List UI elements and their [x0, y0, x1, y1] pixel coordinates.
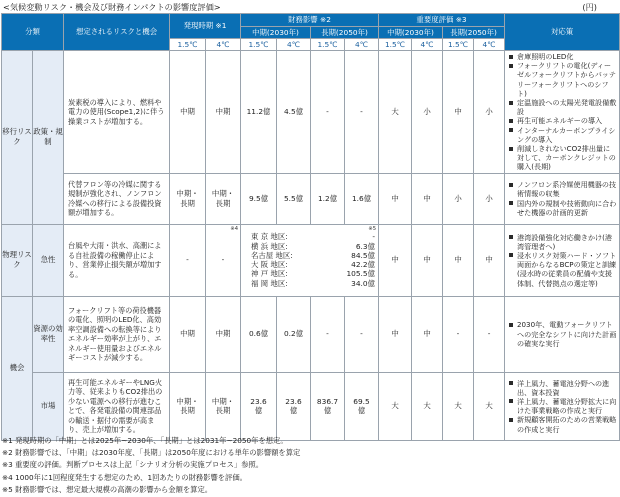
measures-list — [509, 180, 617, 217]
fin-mid-15-cell: 0.6億 — [241, 296, 277, 372]
fin-mid-4-cell: 4.5億 — [277, 51, 311, 174]
category-transition-risk: 移行リスク — [2, 51, 33, 225]
fin-mid-4-cell — [277, 372, 311, 440]
region-name: 神 戸 地区: — [251, 269, 288, 279]
sev-long-4-cell: 中 — [474, 224, 505, 296]
subcategory-resource-efficiency: 資源の効率性 — [33, 296, 64, 372]
table-row — [2, 173, 620, 224]
region-value: - — [372, 232, 376, 242]
measures-cell — [505, 51, 620, 174]
measures-cell — [505, 296, 620, 372]
header-timing: 発現時期 ※1 — [170, 14, 241, 39]
header-severity: 重要度評価 ※3 — [379, 14, 505, 27]
fin-value: 23.6億 — [285, 396, 302, 416]
fin-value: 836.7億 — [316, 396, 339, 416]
region-row — [251, 242, 375, 251]
header-fin-mid: 中期(2030年) — [241, 27, 311, 39]
sev-long-4-cell: - — [474, 296, 505, 372]
header-fin-mid-4: 4℃ — [277, 39, 311, 51]
timing-4-cell: 中期 — [206, 296, 241, 372]
measure-item: 削減しきれないCO2排出量に対して、カーボンクレジットの購入(長期) — [509, 144, 617, 172]
region-value: 34.0億 — [351, 278, 376, 288]
sev-mid-4-cell: 小 — [412, 51, 443, 174]
sev-long-15-cell: 小 — [443, 173, 474, 224]
header-sev-long-15: 1.5℃ — [443, 39, 474, 51]
fin-long-4-cell: - — [345, 51, 379, 174]
risk-description: 台風や大雨・洪水、高潮による自社設備の稼働停止により、営業停止損失額が増加する。 — [64, 224, 170, 296]
risk-description: 再生可能エネルギーやLNG火力等、従来よりもCO2排出の少ない電源への移行が進むことで、各発電設備の関連部品の輸送・据付の需要が高まり、売上が増加する。 — [64, 372, 170, 440]
header-risk: 想定されるリスクと機会 — [64, 14, 170, 51]
region-name: 大 阪 地区: — [251, 260, 288, 270]
timing-value: 中期・長期 — [176, 396, 199, 416]
header-fin-long: 長期(2050年) — [311, 27, 379, 39]
sev-long-15-cell: 大 — [443, 372, 474, 440]
measures-list — [509, 52, 617, 172]
footnote: ※1 発現時期の「中期」とは2025年~2030年、「長期」とは2031年~2050年を想定。 — [2, 436, 288, 445]
footnote: ※5 財務影響では、想定最大規模の高潮の影響から金額を算定。 — [2, 484, 213, 494]
timing-4-cell — [206, 224, 241, 296]
fin-long-4-cell: 1.6億 — [345, 173, 379, 224]
measure-item: 国内外の規制や技術動向に合わせた機器の計画的更新 — [509, 199, 617, 217]
header-fin-long-4: 4℃ — [345, 39, 379, 51]
fin-long-15-cell — [311, 372, 345, 440]
sev-mid-15-cell: 大 — [379, 51, 412, 174]
header-sev-long-4: 4℃ — [474, 39, 505, 51]
subcategory-acute: 急性 — [33, 224, 64, 296]
region-row — [251, 269, 375, 278]
fin-value: 69.5億 — [353, 396, 370, 416]
measure-item: 浸水リスク対策ハード・ソフト両面からなるBCPの策定と訓練(浸水時の従業員の配備や支援体制、代替拠点の選定等) — [509, 251, 617, 288]
measure-item: インターナルカーボンプライシングの導入 — [509, 126, 617, 144]
region-name: 東 京 地区: — [251, 232, 288, 242]
measures-cell — [505, 372, 620, 440]
footnote-marker-4: ※4 — [230, 225, 239, 232]
header-financial: 財務影響 ※2 — [241, 14, 379, 27]
header-sev-mid-4: 4℃ — [412, 39, 443, 51]
header-timing-4: 4℃ — [206, 39, 241, 51]
regional-impact-cell — [241, 224, 379, 296]
sev-mid-15-cell: 中 — [379, 224, 412, 296]
timing-4-cell — [206, 372, 241, 440]
header-fin-long-15: 1.5℃ — [311, 39, 345, 51]
header-measures: 対応策 — [505, 14, 620, 51]
sev-mid-4-cell: 中 — [412, 173, 443, 224]
sev-mid-4-cell: 中 — [412, 296, 443, 372]
fin-mid-4-cell: 5.5億 — [277, 173, 311, 224]
sev-long-4-cell: 小 — [474, 51, 505, 174]
unit-label: (円) — [582, 1, 597, 12]
measure-item: 2030年、電動フォークリフトへの完全なシフトに向けた計画の確実な実行 — [509, 320, 617, 348]
timing-value: 中期・長期 — [176, 189, 199, 208]
measures-list — [509, 233, 617, 288]
region-row — [251, 279, 375, 288]
timing-value: 中期・長期 — [211, 189, 235, 208]
header-category: 分類 — [2, 14, 64, 51]
region-name: 名古屋 地区: — [251, 250, 293, 260]
measure-item: 定温施設への太陽光発電設備敷設 — [509, 98, 617, 116]
region-row — [251, 232, 375, 241]
measure-item: 倉庫照明のLED化 — [509, 52, 617, 61]
footnote: ※2 財務影響では、「中期」は2030年度、「長期」は2050年度における単年の影響額を算定 — [2, 448, 301, 458]
risk-description: 炭素税の導入により、燃料や電力の使用(Scope1,2)に伴う操業コストが増加する。 — [64, 51, 170, 174]
timing-value: - — [221, 255, 225, 265]
sev-mid-15-cell: 中 — [379, 296, 412, 372]
fin-long-15-cell: 1.2億 — [311, 173, 345, 224]
measures-cell — [505, 224, 620, 296]
sev-mid-15-cell: 大 — [379, 372, 412, 440]
measure-item: 洋上風力、蓄電池分野への進出、資本投資 — [509, 379, 617, 397]
sev-long-15-cell: 中 — [443, 224, 474, 296]
region-value: 84.5億 — [351, 250, 376, 260]
table-row — [2, 224, 620, 296]
footnote: ※3 重要度の評価。判断プロセスは上記「シナリオ分析の実施プロセス」参照。 — [2, 460, 264, 470]
table-row — [2, 372, 620, 440]
header-fin-mid-15: 1.5℃ — [241, 39, 277, 51]
region-row — [251, 260, 375, 269]
fin-mid-15-cell: 11.2億 — [241, 51, 277, 174]
sev-long-4-cell: 大 — [474, 372, 505, 440]
header-timing-15: 1.5℃ — [170, 39, 206, 51]
measure-item: 洋上風力、蓄電池分野拡大に向けた事業戦略の作成と実行 — [509, 397, 617, 415]
fin-long-15-cell: - — [311, 51, 345, 174]
measure-item: 港湾設備強化対応働きかけ(港湾管理者へ) — [509, 233, 617, 251]
fin-mid-15-cell: 9.5億 — [241, 173, 277, 224]
measures-list — [509, 320, 617, 348]
region-value: 105.5億 — [346, 269, 376, 279]
timing-15-cell — [170, 173, 206, 224]
footnote-marker-5: ※5 — [368, 225, 377, 232]
fin-mid-15-cell — [241, 372, 277, 440]
sev-long-4-cell: 小 — [474, 173, 505, 224]
measure-item: 再生可能エネルギーの導入 — [509, 116, 617, 125]
timing-15-cell: 中期 — [170, 51, 206, 174]
timing-4-cell — [206, 173, 241, 224]
sev-mid-4-cell: 中 — [412, 224, 443, 296]
climate-risk-table — [1, 13, 620, 441]
sev-long-15-cell: 中 — [443, 51, 474, 174]
risk-description: 代替フロン等の冷媒に関する規制が強化され、ノンフロン冷媒への移行による設備投資額が増加する。 — [64, 173, 170, 224]
fin-value: 23.6億 — [250, 396, 267, 416]
measure-item: フォークリフトの電化(ディーゼルフォークリフトからバッテリーフォークリフトへのシフト) — [509, 61, 617, 98]
fin-long-15-cell: - — [311, 296, 345, 372]
subcategory-policy: 政策・規制 — [33, 51, 64, 225]
table-row — [2, 296, 620, 372]
sev-mid-4-cell: 大 — [412, 372, 443, 440]
fin-mid-4-cell: 0.2億 — [277, 296, 311, 372]
fin-long-4-cell — [345, 372, 379, 440]
header-sev-long: 長期(2050年) — [443, 27, 505, 39]
footnotes — [2, 435, 598, 496]
region-row — [251, 251, 375, 260]
timing-15-cell: - — [170, 224, 206, 296]
region-value: 6.3億 — [355, 241, 376, 251]
region-name: 福 岡 地区: — [251, 278, 288, 288]
measure-item: 新規顧客開拓のための営業戦略の作成と実行 — [509, 415, 617, 433]
risk-description: フォークリフト等の荷役機器の電化、照明のLED化、高効率空調設備への転換等によりエネルギー効率が上がり、エネルギー使用量およびエネルギーコストが減少する。 — [64, 296, 170, 372]
category-opportunity: 機会 — [2, 296, 33, 440]
timing-value: 中期・長期 — [211, 396, 235, 416]
fin-long-4-cell: - — [345, 296, 379, 372]
region-value: 42.2億 — [351, 260, 376, 270]
sev-mid-15-cell: 中 — [379, 173, 412, 224]
table-title: <気候変動リスク・機会及び財務インパクトの影響度評価> — [3, 1, 221, 12]
measures-list — [509, 379, 617, 434]
measures-cell — [505, 173, 620, 224]
sev-long-15-cell: - — [443, 296, 474, 372]
header-sev-mid-15: 1.5℃ — [379, 39, 412, 51]
table-row — [2, 51, 620, 174]
title-row — [3, 1, 597, 13]
subcategory-market: 市場 — [33, 372, 64, 440]
footnote: ※4 1000年に1回程度発生する想定のため、1回あたりの財務影響を評価。 — [2, 472, 247, 482]
timing-15-cell — [170, 372, 206, 440]
timing-15-cell: 中期 — [170, 296, 206, 372]
measure-item: ノンフロン系冷媒使用機器の技術情報の収集 — [509, 180, 617, 198]
region-name: 横 浜 地区: — [251, 241, 288, 251]
header-sev-mid: 中期(2030年) — [379, 27, 443, 39]
category-physical-risk: 物理リスク — [2, 224, 33, 296]
timing-4-cell: 中期 — [206, 51, 241, 174]
